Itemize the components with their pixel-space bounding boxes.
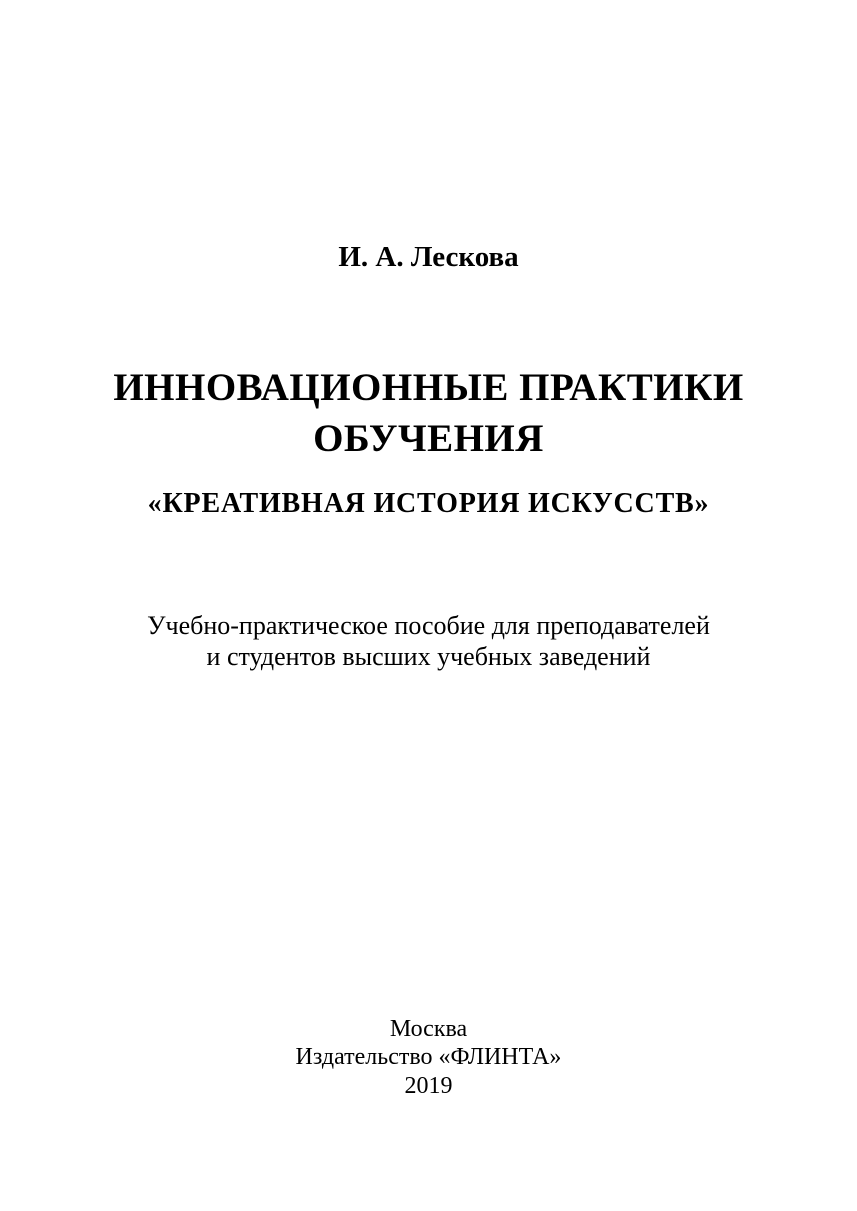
imprint-publisher: Издательство «ФЛИНТА» bbox=[295, 1044, 562, 1070]
book-description-line-2: и студентов высших учебных заведений bbox=[206, 642, 651, 671]
book-title-line-1: ИННОВАЦИОННЫЕ ПРАКТИКИ bbox=[113, 366, 744, 409]
author-name: И. А. Лескова bbox=[338, 241, 519, 273]
book-subtitle: «КРЕАТИВНАЯ ИСТОРИЯ ИСКУССТВ» bbox=[147, 488, 710, 519]
book-title-line-2: ОБУЧЕНИЯ bbox=[313, 417, 544, 460]
imprint-year: 2019 bbox=[404, 1073, 453, 1099]
imprint-city: Москва bbox=[389, 1016, 468, 1042]
book-description-line-1: Учебно-практическое пособие для преподавателей bbox=[147, 611, 710, 640]
